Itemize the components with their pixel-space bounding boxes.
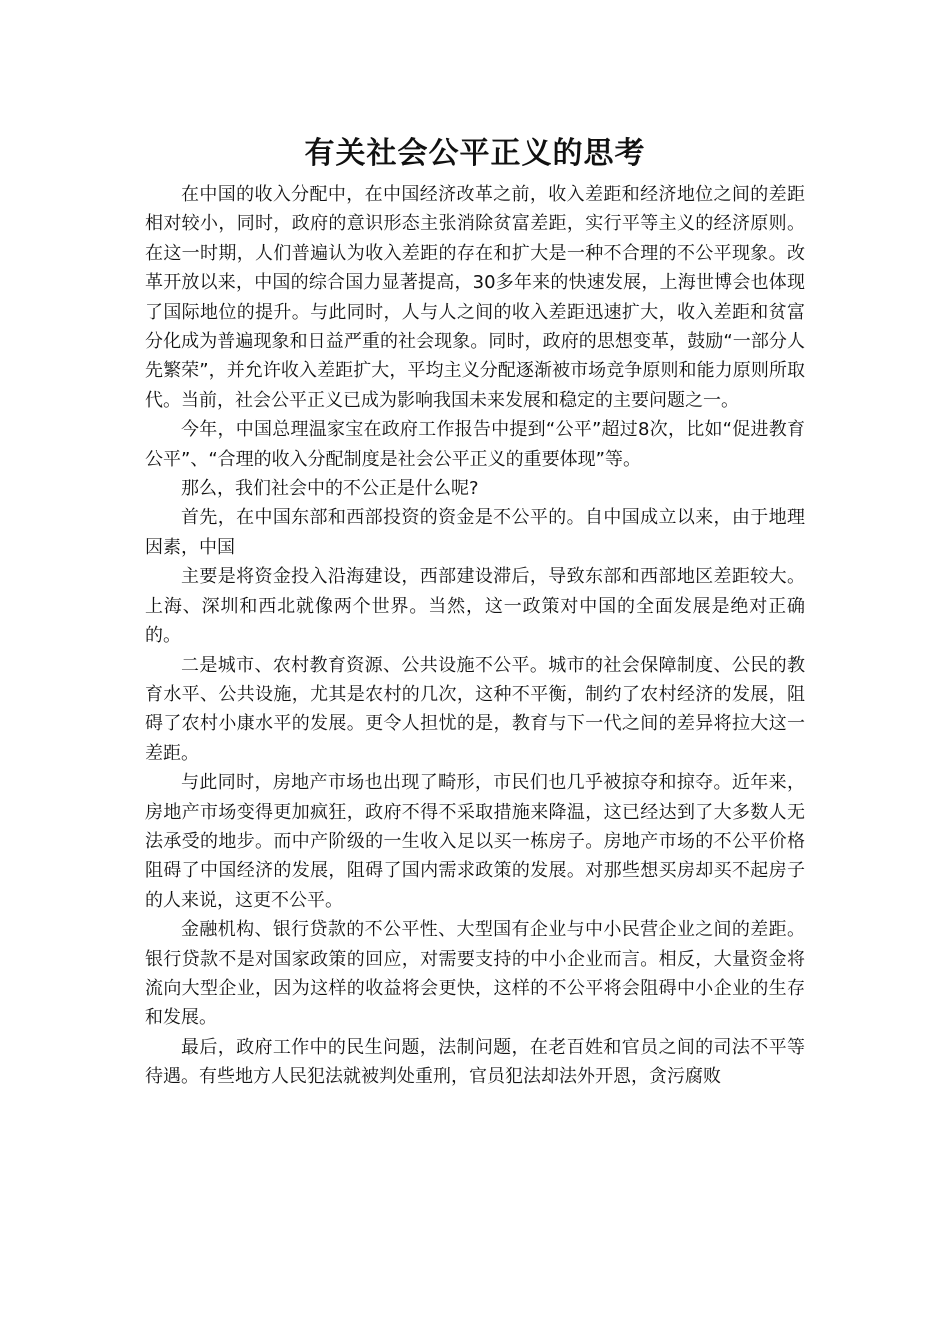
paragraph-coastal-construction: 主要是将资金投入沿海建设，西部建设滞后，导致东部和西部地区差距较大。上海、深圳和西北就像两个世界。当然，这一政策对中国的全面发展是绝对正确的。 bbox=[145, 566, 805, 647]
paragraph-urban-rural-education: 二是城市、农村教育资源、公共设施不公平。城市的社会保障制度、公民的教育水平、公共设施，尤其是农村的几次，这种不平衡，制约了农村经济的发展，阻碍了农村小康水平的发展。更令人担忧的是，教育与下一代之间的差异将拉大这一差距。 bbox=[145, 654, 805, 764]
paragraph-judicial-inequality: 最后，政府工作中的民生问题，法制问题，在老百姓和官员之间的司法不平等待遇。有些地方人民犯法就被判处重刑，官员犯法却法外开恩，贪污腐败 bbox=[145, 1036, 805, 1088]
paragraph-income-distribution: 在中国的收入分配中，在中国经济改革之前，收入差距和经济地位之间的差距相对较小，同时，政府的意识形态主张消除贫富差距，实行平等主义的经济原则。在这一时期，人们普遍认为收入差距的存在和扩大是一种不合理的不公平现象。改革开放以来，中国的综合国力显著提高，30多年来的快速发展，上海世博会也体现了国际地位的提升。与此同时，人与人之间的收入差距迅速扩大，收入差距和贫富分化成为普遍现象和日益严重的社会现象。同时，政府的思想变革，鼓励“一部分人先繁荣”，并允许收入差距扩大，平均主义分配逐渐被市场竞争原则和能力原则所取代。当前，社会公平正义已成为影响我国未来发展和稳定的主要问题之一。 bbox=[145, 184, 805, 411]
paragraph-bank-loans: 金融机构、银行贷款的不公平性、大型国有企业与中小民营企业之间的差距。银行贷款不是对国家政策的回应，对需要支持的中小企业而言。相反，大量资金将流向大型企业，因为这样的收益将会更快，这样的不公平将会阻碍中小企业的生存和发展。 bbox=[145, 919, 805, 1029]
paragraph-east-west-investment: 首先，在中国东部和西部投资的资金是不公平的。自中国成立以来，由于地理因素，中国 bbox=[145, 507, 805, 558]
document-title: 有关社会公平正义的思考 bbox=[304, 136, 646, 171]
paragraph-premier-report: 今年，中国总理温家宝在政府工作报告中提到“公平”超过8次，比如“促进教育公平”、“合理的收入分配制度是社会公平正义的重要体现”等。 bbox=[145, 419, 805, 470]
document-body bbox=[145, 128, 805, 1092]
paragraph-real-estate: 与此同时，房地产市场也出现了畸形，市民们也几乎被掠夺和掠夺。近年来，房地产市场变得更加疯狂，政府不得不采取措施来降温，这已经达到了大多数人无法承受的地步。而中产阶级的一生收入足以买一栋房子。房地产市场的不公平价格阻碍了中国经济的发展，阻碍了国内需求政策的发展。对那些想买房却买不起房子的人来说，这更不公平。 bbox=[145, 772, 805, 911]
paragraph-question: 那么，我们社会中的不公正是什么呢? bbox=[181, 478, 479, 500]
